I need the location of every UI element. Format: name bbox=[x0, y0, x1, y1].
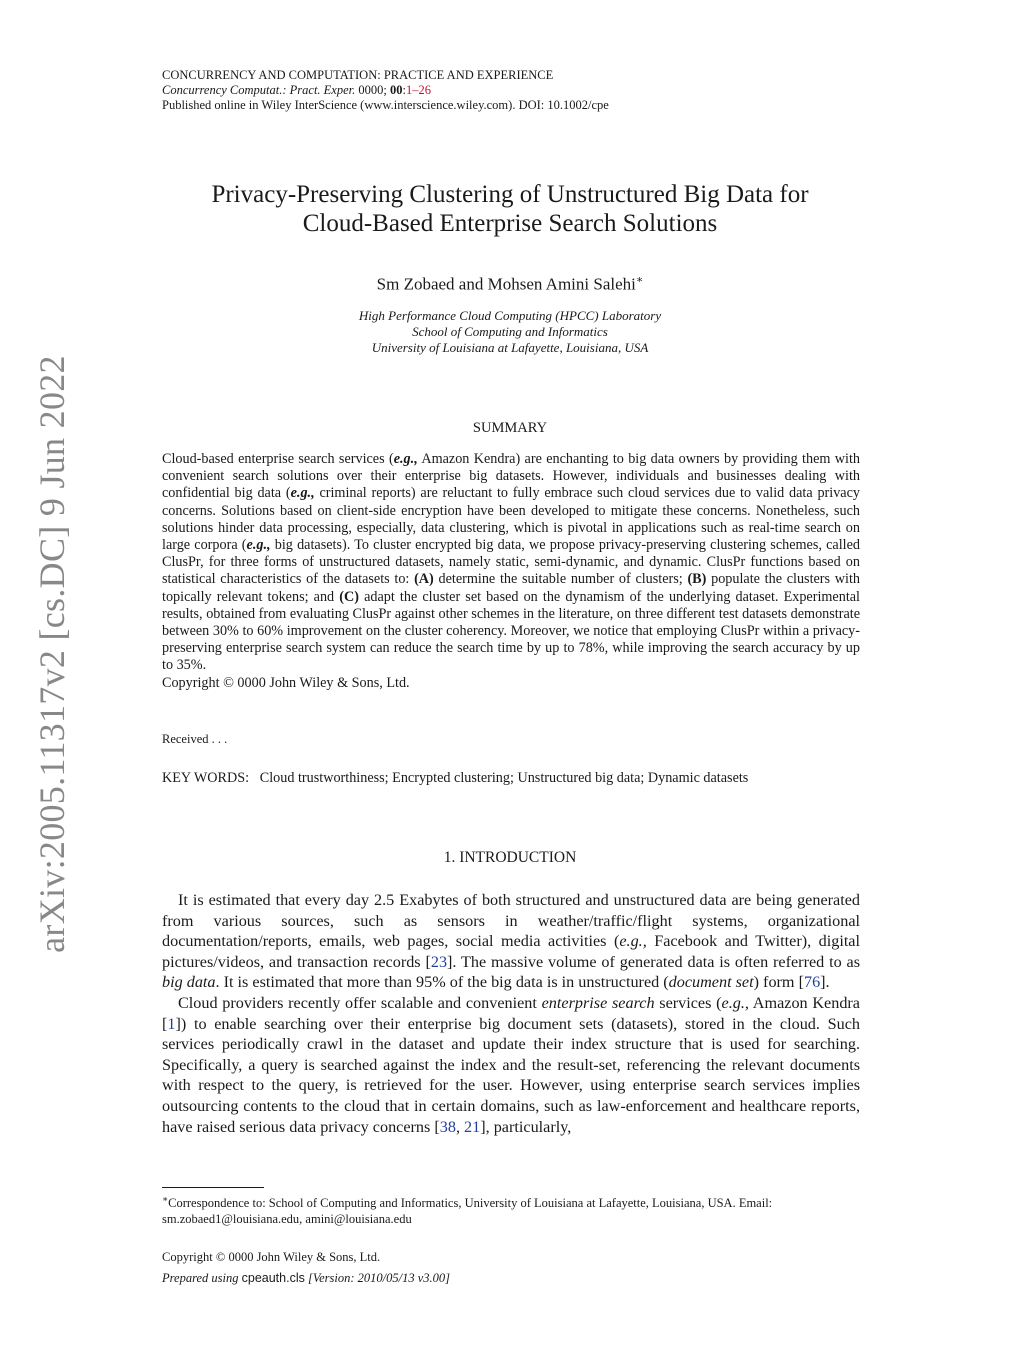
citation-separator: , bbox=[455, 1117, 465, 1136]
intro-emphasis: big data bbox=[162, 973, 216, 992]
intro-emphasis: enterprise search bbox=[541, 993, 655, 1012]
intro-text: It is estimated that every day 2.5 Exabytes of both structured and unstructured data are being generated from various sources, such as sensors in weather/traffic/flight systems, organizational documentation/reports, emails, web pages, social media activities ( bbox=[162, 891, 860, 951]
journal-year: 0000; bbox=[358, 83, 387, 97]
intro-text: ) form [ bbox=[753, 973, 804, 992]
abstract-text: adapt the cluster set based on the dynamism of the underlying dataset. Experimental results, obtained from evaluating ClusPr against other schemes in the literature, on three different test datasets demonstrate between 30% to 60% improvement on the cluster coherency. Moreover, we notice that employing ClusPr within a privacy-preserving enterprise search system can reduce the search time by up to 78%, while improving the search accuracy by up to 35%. bbox=[162, 588, 860, 674]
footnote-emails: sm.zobaed1@louisiana.edu, amini@louisiana.edu bbox=[162, 1211, 412, 1226]
abstract-text: big datasets). To cluster encrypted big data, we propose privacy-preserving clustering schemes, called ClusPr, for three forms of unstructured datasets, namely static, semi-dynamic, and dynamic. ClusPr functions based on statistical characteristics of the datasets to: bbox=[162, 537, 860, 588]
abstract-text: determine the suitable number of clusters; bbox=[433, 571, 688, 588]
intro-paragraph-2 bbox=[162, 993, 860, 1137]
footer-cls-name: cpeauth.cls bbox=[241, 1271, 305, 1285]
intro-text: Facebook and Twitter), digital pictures/videos, and transaction records [ bbox=[162, 932, 860, 971]
footer-prepared bbox=[162, 1271, 450, 1286]
journal-volume: 00 bbox=[389, 83, 403, 97]
abstract-text: Amazon Kendra) are enchanting to big data owners by providing them with convenient search solutions over their enterprise big datasets. However, individuals and businesses dealing with confidential big data ( bbox=[162, 451, 860, 502]
abstract bbox=[162, 451, 860, 692]
section-heading-introduction: 1. INTRODUCTION bbox=[443, 849, 577, 866]
footnote-text: Correspondence to: School of Computing and Informatics, University of Louisiana at Lafayette, Louisiana, USA. Email: bbox=[168, 1196, 773, 1211]
footer-prepared-prefix: Prepared using bbox=[162, 1271, 242, 1285]
abstract-label-c: (C) bbox=[339, 588, 359, 605]
footnote bbox=[162, 1192, 860, 1227]
journal-abbrev: Concurrency Computat.: Pract. Exper. bbox=[162, 83, 356, 97]
summary-heading: SUMMARY bbox=[472, 420, 548, 436]
introduction-body bbox=[162, 890, 860, 1137]
intro-eg: e.g., bbox=[721, 993, 749, 1012]
footnote-rule bbox=[162, 1187, 264, 1188]
affiliation-school: School of Computing and Informatics bbox=[412, 324, 608, 339]
arxiv-stamp: arXiv:2005.11317v2 [cs.DC] 9 Jun 2022 bbox=[32, 355, 72, 953]
footnote-line-1 bbox=[162, 1192, 860, 1212]
journal-publisher-line: Published online in Wiley InterScience (www.interscience.wiley.com). DOI: 10.1002/cpe bbox=[162, 98, 609, 112]
intro-text: ], particularly, bbox=[480, 1117, 572, 1136]
journal-pages-link[interactable]: 1–26 bbox=[405, 83, 431, 97]
keywords bbox=[162, 770, 748, 787]
abstract-label-b: (B) bbox=[687, 571, 707, 588]
intro-text: services ( bbox=[654, 993, 722, 1012]
abstract-label-a: (A) bbox=[414, 571, 434, 588]
intro-text: Cloud providers recently offer scalable and convenient bbox=[178, 993, 542, 1012]
received-line: Received . . . bbox=[162, 732, 228, 746]
abstract-eg: e.g., bbox=[393, 451, 418, 467]
abstract-eg: e.g., bbox=[290, 485, 315, 502]
footnote-mark: ∗ bbox=[162, 1194, 169, 1204]
intro-text: . It is estimated that more than 95% of the big data is in unstructured ( bbox=[215, 973, 669, 992]
affiliation-lab: High Performance Cloud Computing (HPCC) Laboratory bbox=[358, 308, 662, 323]
intro-text: ]. The massive volume of generated data is often referred to as bbox=[447, 952, 861, 971]
citation-link[interactable]: 76 bbox=[803, 973, 821, 992]
journal-citation-line: Concurrency Computat.: Pract. Exper. 0000; 00:1–26 bbox=[162, 83, 431, 97]
author-names: Sm Zobaed and Mohsen Amini Salehi bbox=[376, 274, 636, 294]
abstract-text: populate the clusters with topically relevant tokens; and bbox=[162, 571, 861, 605]
affiliation-university: University of Louisiana at Lafayette, Louisiana, USA bbox=[371, 340, 649, 355]
abstract-text: criminal reports) are reluctant to fully embrace such cloud services due to valid data privacy concerns. Solutions based on client-side encryption have been developed to mitigate these concerns. Nonetheless, such solutions hinder data processing, especially, data clustering, which is pivotal in applications such as real-time search on large corpora ( bbox=[162, 485, 860, 554]
intro-eg: e.g., bbox=[619, 932, 647, 951]
intro-emphasis: document set bbox=[668, 973, 754, 992]
journal-name-line: CONCURRENCY AND COMPUTATION: PRACTICE AND EXPERIENCE bbox=[162, 68, 554, 82]
author-footnote-mark: ∗ bbox=[635, 274, 644, 286]
paper-title bbox=[150, 180, 870, 238]
title-line-2: Cloud-Based Enterprise Search Solutions bbox=[302, 210, 718, 237]
citation-link[interactable]: 1 bbox=[167, 1014, 176, 1033]
affiliation bbox=[150, 308, 870, 356]
citation-link[interactable]: 23 bbox=[430, 952, 448, 971]
citation-link[interactable]: 21 bbox=[464, 1117, 481, 1136]
intro-text: ]. bbox=[820, 973, 830, 992]
abstract-text: Cloud-based enterprise search services ( bbox=[162, 451, 394, 467]
title-line-1: Privacy-Preserving Clustering of Unstructured Big Data for bbox=[211, 181, 809, 208]
intro-text: Amazon Kendra [ bbox=[162, 993, 860, 1033]
intro-text: ]) to enable searching over their enterprise big document sets (datasets), stored in the cloud. Such services periodically crawl in the dataset and update their index structure that is used for searching. Specifically, a query is searched against the index and the result-set, referencing the relevant documents with respect to the query, is retrieved for the user. However, using enterprise search services implies outsourcing contents to the cloud that in certain domains, such as law-enforcement and healthcare reports, have raised serious data privacy concerns [ bbox=[162, 1014, 860, 1136]
authors bbox=[150, 270, 870, 295]
footer-copyright: Copyright © 0000 John Wiley & Sons, Ltd. bbox=[162, 1250, 381, 1264]
keywords-label: KEY WORDS: bbox=[162, 770, 250, 786]
abstract-eg: e.g., bbox=[246, 537, 271, 554]
citation-link[interactable]: 38 bbox=[439, 1117, 456, 1136]
keywords-text: Cloud trustworthiness; Encrypted clustering; Unstructured big data; Dynamic datasets bbox=[259, 770, 749, 786]
footer-version: [Version: 2010/05/13 v3.00] bbox=[304, 1271, 450, 1285]
intro-paragraph-1 bbox=[162, 890, 860, 993]
abstract-copyright: Copyright © 0000 John Wiley & Sons, Ltd. bbox=[162, 674, 410, 691]
